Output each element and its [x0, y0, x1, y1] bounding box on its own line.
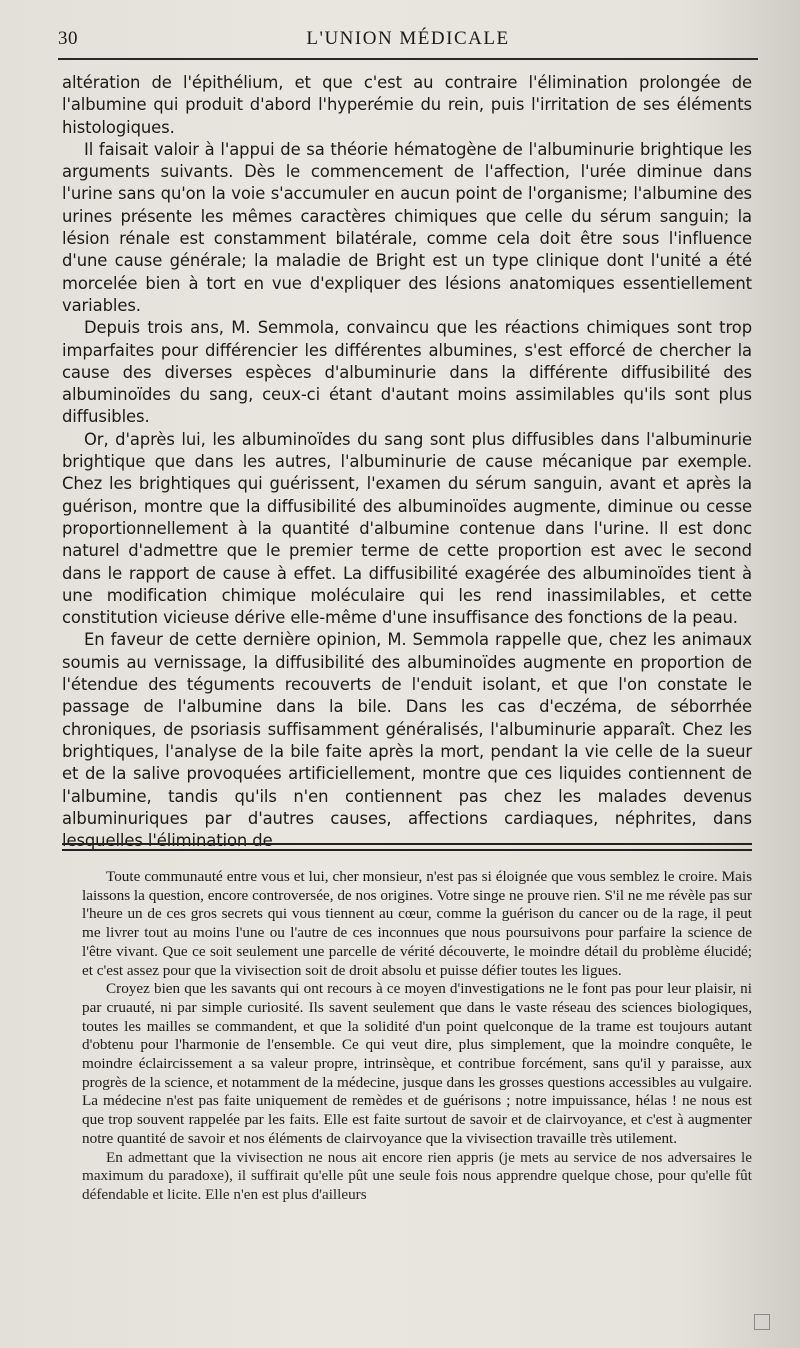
main-text	[62, 72, 752, 852]
feuilleton-paragraph: Croyez bien que les savants qui ont recours à ce moyen d'investigations ne le font pas pour leur plaisir, ni par cruauté, ni par simple curiosité. Ils savent seulement que dans le vaste réseau des sciences biologiques, toutes les mailles se commandent, et que la solidité d'un point quelconque de la trame est toujours autant d'obtenu pour l'harmonie de l'ensemble. Ce qui veut dire, plus simplement, que la moindre conquête, le moindre éclaircissement a sa valeur propre, intrinsèque, et contribue forcément, sans qu'il y paraisse, aux progrès de la science, et notamment de la médecine, jusque dans les grosses questions accessibles au vulgaire. La médecine n'est pas faite uniquement de remèdes et de guérisons ; notre impuissance, hélas ! ne nous est que trop souvent rappelée par les faits. Elle est faite surtout de savoir et de clairvoyance, et c'est à augmenter notre quantité de savoir et nos éléments de clairvoyance que la vivisection travaille très utilement.	[82, 980, 752, 1147]
feuilleton-text	[82, 868, 752, 1205]
header-rule	[58, 58, 758, 60]
running-header	[58, 28, 758, 54]
scan-corner-mark	[754, 1314, 770, 1330]
paragraph: Or, d'après lui, les albuminoïdes du sang sont plus diffusibles dans l'albuminurie brightique que dans les autres, l'albuminurie de cause mécanique par exemple. Chez les brightiques qui guérissent, l'examen du sérum sanguin, avant et après la guérison, montre que la diffusibilité des albuminoïdes augmente, diminue ou cesse proportionnellement à la quantité d'albumine contenue dans l'urine. Il est donc naturel d'admettre que le premier terme de cette proportion est avec le second dans le rapport de cause à effet. La diffusibilité exagérée des albuminoïdes tient à une modification chimique moléculaire qui les rend inassimilables, et cette constitution vicieuse dérive elle-même d'une insuffisance des fonctions de la peau.	[62, 429, 752, 628]
feuilleton-separator	[62, 843, 752, 851]
paragraph: En faveur de cette dernière opinion, M. Semmola rappelle que, chez les animaux soumis au vernissage, la diffusibilité des albuminoïdes augmente en proportion de l'étendue des téguments recouverts de l'enduit isolant, et que l'on constate le passage de l'albumine dans la bile. Dans les cas d'eczéma, de séborrhée chroniques, de psoriasis suffisamment généralisés, l'albuminurie apparaît. Chez les brightiques, l'analyse de la bile faite après la mort, pendant la vie celle de la sueur et de la salive provoquées artificiellement, montre que ces liquides contiennent de l'albumine, tandis qu'ils n'en contiennent pas chez les malades devenus albuminuriques par d'autres causes, affections cardiaques, néphrites, dans lesquelles l'élimination de	[62, 630, 752, 851]
feuilleton-paragraph: En admettant que la vivisection ne nous ait encore rien appris (je mets au service de nos adversaires le maximum du paradoxe), il suffirait qu'elle pût une seule fois nous apprendre quelque chose, pour qu'elle fût défendable et licite. Elle n'en est plus d'ailleurs	[82, 1148, 752, 1203]
feuilleton-paragraph: Toute communauté entre vous et lui, cher monsieur, n'est pas si éloignée que vous semblez le croire. Mais laissons la question, encore controversée, de nos origines. Votre singe ne prouve rien. S'il ne me révèle pas sur l'heure un de ces gros secrets qui vous tiennent au cœur, comme la guérison du cancer ou de la rage, il peut me livrer tout au moins l'une ou l'autre de ces inconnues que nous poursuivons pour parfaire la science de l'être vivant. Que ce soit seulement une parcelle de vérité découverte, le moindre détail du problème élucidé; et c'est assez pour que la vivisection soit de droit absolu et puisse défier toutes les ligues.	[82, 868, 752, 979]
page-number: 30	[58, 28, 78, 49]
paragraph: Il faisait valoir à l'appui de sa théorie hématogène de l'albuminurie brightique les arguments suivants. Dès le commencement de l'affection, l'urée diminue dans l'urine sans qu'on la voie s'accumuler en aucun point de l'organisme; l'albumine des urines présente les mêmes caractères chimiques que celle du sérum sanguin; la lésion rénale est constamment bilatérale, comme cela doit être sous l'influence d'une cause générale; la maladie de Bright est un type clinique dont l'unité a été morcelée bien à tort en vue d'expliquer des lésions anatomiques essentiellement variables.	[62, 139, 752, 315]
journal-title: L'UNION MÉDICALE	[306, 28, 510, 49]
paragraph: Depuis trois ans, M. Semmola, convaincu que les réactions chimiques sont trop imparfaites pour différencier les différentes albumines, s'est efforcé de chercher la cause des diverses espèces d'albuminurie dans la différente diffusibilité des albuminoïdes du sang, ceux-ci étant d'autant moins assimilables qu'ils sont plus diffusibles.	[62, 318, 752, 427]
paragraph: altération de l'épithélium, et que c'est au contraire l'élimination prolongée de l'albumine qui produit d'abord l'hyperémie du rein, puis l'irritation de ses éléments histologiques.	[62, 73, 752, 137]
